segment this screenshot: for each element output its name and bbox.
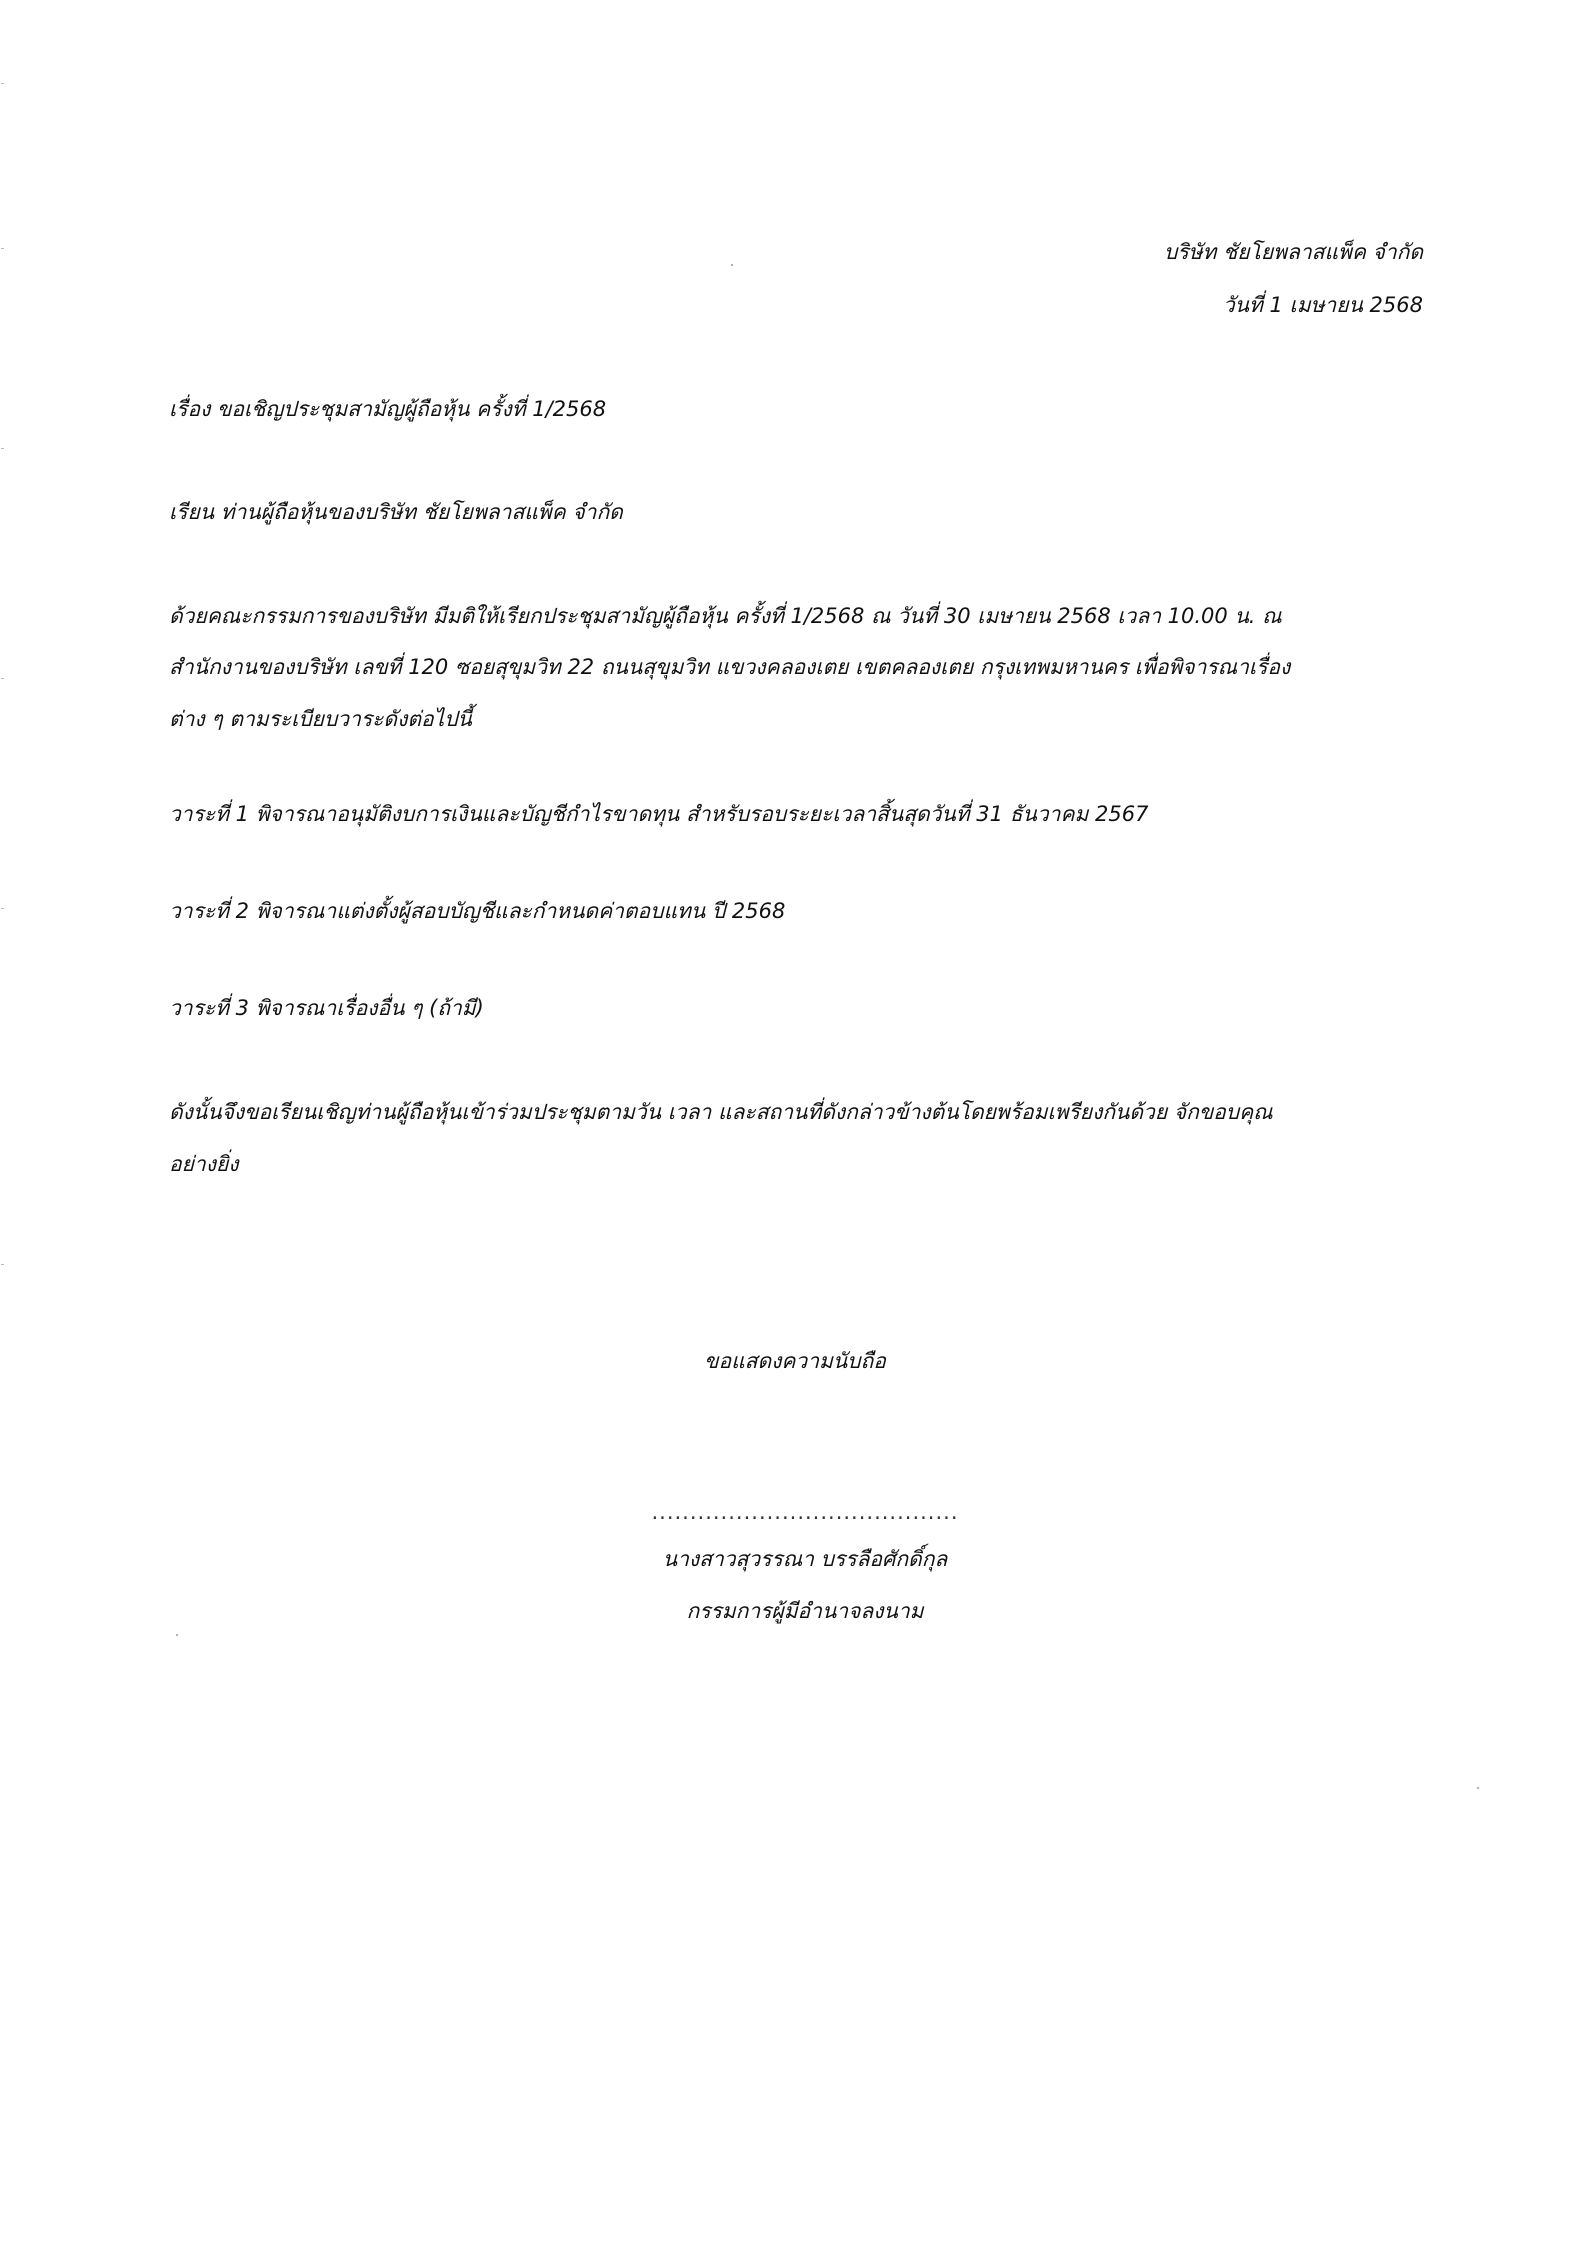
scan-edge-mark [1,83,4,84]
signoff: ขอแสดงความนับถือ [704,1349,886,1373]
scan-speck [176,1634,178,1636]
scan-edge-mark [1,908,4,909]
closing-line: ดังนั้นจึงขอเรียนเชิญท่านผู้ถือหุ้นเข้าร่วมประชุมตามวัน เวลา และสถานที่ดังกล่าวข้างต้นโดยพร้อมเพรียงกันด้วย จักขอบคุณ [169,1100,1273,1124]
company-name: บริษัท ชัยโยพลาสแพ็ค จำกัด [1164,240,1423,264]
signatory-name: นางสาวสุวรรณา บรรลือศักดิ์กุล [662,1547,948,1571]
intro-line: สำนักงานของบริษัท เลขที่ 120 ซอยสุขุมวิท 22 ถนนสุขุมวิท แขวงคลองเตย เขตคลองเตย กรุงเทพมหานคร เพื่อพิจารณาเรื่อง [169,655,1291,679]
scan-edge-mark [1,678,4,679]
agenda-item: วาระที่ 3 พิจารณาเรื่องอื่น ๆ (ถ้ามี) [169,996,484,1020]
intro-line: ด้วยคณะกรรมการของบริษัท มีมติให้เรียกประชุมสามัญผู้ถือหุ้น ครั้งที่ 1/2568 ณ วันที่ 30 เมษายน 2568 เวลา 10.00 น. ณ [169,604,1282,628]
subject-line: เรื่อง ขอเชิญประชุมสามัญผู้ถือหุ้น ครั้งที่ 1/2568 [169,397,607,421]
letter-date: วันที่ 1 เมษายน 2568 [1222,293,1423,317]
scan-edge-mark [1,448,4,449]
scan-edge-mark [1,248,4,249]
closing-line: อย่างยิ่ง [169,1152,239,1176]
intro-line: ต่าง ๆ ตามระเบียบวาระดังต่อไปนี้ [169,707,472,731]
signatory-title: กรรมการผู้มีอำนาจลงนาม [686,1599,924,1623]
agenda-item: วาระที่ 1 พิจารณาอนุมัติงบการเงินและบัญชีกำไรขาดทุน สำหรับรอบระยะเวลาสิ้นสุดวันที่ 31 ธันวาคม 2567 [169,802,1149,826]
scan-edge-mark [1,1264,4,1265]
signature-dotted-line: ........................................ [651,1500,959,1524]
scan-speck [1477,1787,1479,1789]
scan-speck [731,264,733,266]
agenda-item: วาระที่ 2 พิจารณาแต่งตั้งผู้สอบบัญชีและกำหนดค่าตอบแทน ปี 2568 [169,899,786,923]
addressee-line: เรียน ท่านผู้ถือหุ้นของบริษัท ชัยโยพลาสแพ็ค จำกัด [169,500,623,524]
